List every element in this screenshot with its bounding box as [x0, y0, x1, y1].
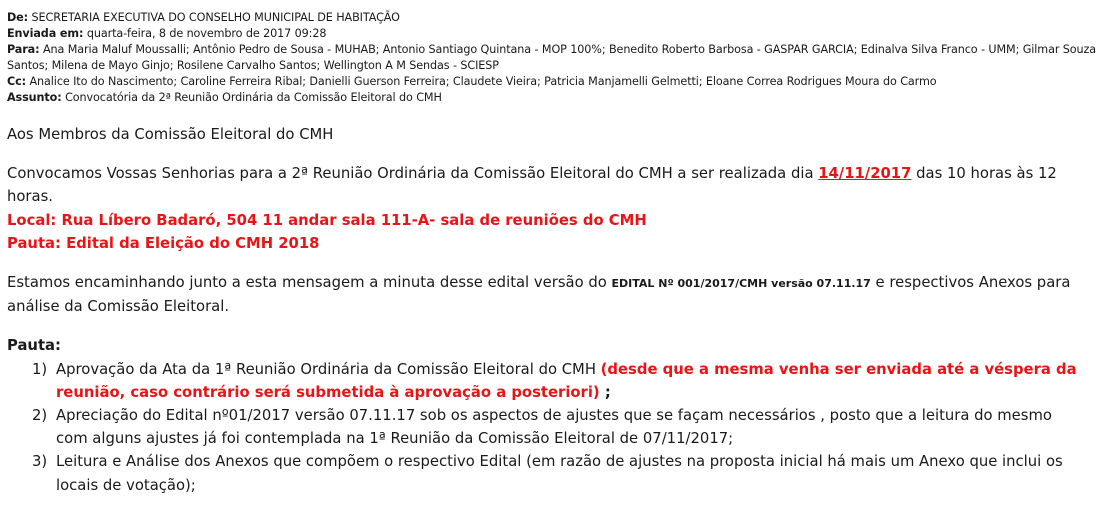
email-body: [7, 123, 1102, 497]
email-header: [7, 10, 1111, 106]
meeting-agenda-line: Pauta: Edital da Eleição do CMH 2018: [7, 234, 320, 252]
forward-text-tail: e respectivos Anexos para análise da Comissão Eleitoral.: [7, 274, 1071, 316]
agenda-item-number: 1): [32, 360, 48, 378]
from-row: [7, 10, 1111, 26]
agenda-item-main-text: Aprovação da Ata da 1ª Reunião Ordinária da Comissão Eleitoral do CMH: [56, 360, 601, 378]
from-value: SECRETARIA EXECUTIVA DO CONSELHO MUNICIPAL DE HABITAÇÃO: [31, 11, 400, 24]
to-row: [7, 42, 1097, 74]
agenda-item-number: 2): [32, 407, 48, 425]
forward-paragraph: [7, 271, 1102, 318]
agenda-item-number: 3): [32, 453, 48, 471]
sent-label: Enviada em:: [7, 27, 84, 40]
agenda-list: [7, 358, 1102, 497]
agenda-item-text: [56, 358, 1102, 404]
cc-value: Analice Ito do Nascimento; Caroline Ferreira Ribal; Danielli Guerson Ferreira; Claudete Vieira; Patricia Manjamelli Gelmetti; Eloane Correa Rodrigues Moura do Carmo: [29, 75, 937, 88]
meeting-date: 14/11/2017: [818, 165, 912, 183]
to-label: Para:: [7, 43, 40, 56]
cc-label: Cc:: [7, 75, 27, 88]
subject-label: Assunto:: [7, 91, 62, 104]
pauta-heading: Pauta:: [7, 337, 61, 355]
from-label: De:: [7, 11, 29, 24]
edital-reference: EDITAL Nº 001/2017/CMH versão 07.11.17: [611, 277, 871, 291]
agenda-item: [32, 404, 1102, 450]
forward-text: Estamos encaminhando junto a esta mensagem a minuta desse edital versão do: [7, 274, 612, 292]
to-value: Ana Maria Maluf Moussalli; Antônio Pedro de Sousa - MUHAB; Antonio Santiago Quintana - MOP 100%; Benedito Roberto Barbosa - GASPAR GARCIA; Edinalva Silva Franco - UMM; Gilmar Souza Santos; Milena de Mayo Ginjo; Rosilene Carvalho Santos; Wellington A M Sendas - SCIESP: [7, 43, 1097, 72]
cc-row: [7, 74, 1111, 90]
meeting-location: Local: Rua Líbero Badaró, 504 11 andar sala 111-A- sala de reuniões do CMH: [7, 211, 647, 229]
sent-value: quarta-feira, 8 de novembro de 2017 09:28: [86, 27, 327, 40]
subject-value: Convocatória da 2ª Reunião Ordinária da Comissão Eleitoral do CMH: [65, 91, 442, 104]
sent-row: [7, 26, 1111, 42]
agenda-item-text: Leitura e Análise dos Anexos que compõem o respectivo Edital (em razão de ajustes na proposta inicial há mais um Anexo que inclui os locais de votação);: [56, 453, 1063, 494]
agenda-item-tail: ;: [599, 383, 611, 401]
convocation-text: Convocamos Vossas Senhorias para a 2ª Reunião Ordinária da Comissão Eleitoral do CMH a ser realizada dia: [7, 165, 819, 183]
subject-row: [7, 90, 1111, 106]
agenda-item-text: Apreciação do Edital nº01/2017 versão 07.11.17 sob os aspectos de ajustes que se façam necessários , posto que a leitura do mesmo com alguns ajustes já foi contemplada na 1ª Reunião da Comissão Eleitoral de 07/11/2017;: [56, 407, 1052, 448]
agenda-item: [32, 358, 1102, 404]
convocation-paragraph: [7, 162, 1102, 208]
convocation-time: das 10 horas às 12 horas.: [7, 165, 1057, 206]
greeting: Aos Membros da Comissão Eleitoral do CMH: [7, 126, 334, 143]
agenda-item: [32, 450, 1102, 496]
agenda-item-note: (desde que a mesma venha ser enviada até a véspera da reunião, caso contrário será submetida à aprovação a posteriori): [56, 360, 1077, 401]
